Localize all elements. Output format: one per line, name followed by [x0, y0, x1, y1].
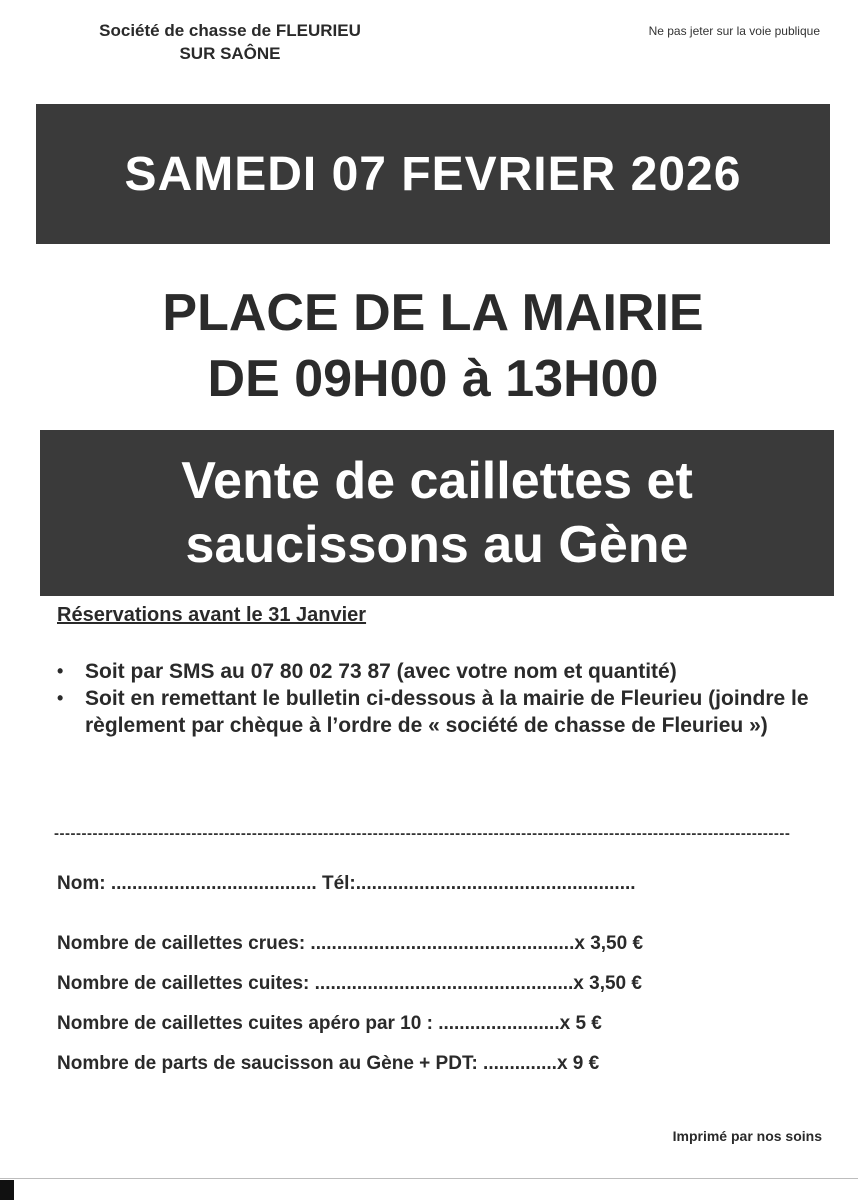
- event-hours: DE 09H00 à 13H00: [207, 350, 659, 408]
- sale-banner: [40, 430, 834, 596]
- contact-field[interactable]: Nom: ....................................... Tél:.....................................................: [57, 873, 636, 894]
- organizer-line-1: Société de chasse de FLEURIEU: [99, 21, 361, 40]
- reservation-options: [57, 658, 827, 739]
- list-item: [57, 658, 827, 685]
- disposal-notice: Ne pas jeter sur la voie publique: [648, 24, 820, 38]
- event-place: PLACE DE LA MAIRIE: [162, 284, 704, 342]
- page-edge-line: [0, 1178, 858, 1179]
- location-and-hours: [36, 280, 830, 412]
- sale-title-line-2: saucissons au Gène: [185, 516, 689, 574]
- order-line-aperitif-caillettes[interactable]: Nombre de caillettes cuites apéro par 10 : .......................x 5 €: [57, 1013, 602, 1034]
- organizer-name: [40, 19, 420, 65]
- bullet-icon: •: [57, 661, 64, 681]
- list-item: [57, 685, 827, 739]
- order-line-cooked-caillettes[interactable]: Nombre de caillettes cuites: .................................................x 3,50 €: [57, 973, 642, 994]
- printed-by-note: Imprimé par nos soins: [672, 1128, 822, 1144]
- cut-line: --------------------------------------------------------------------------------------------------------------------------------------: [54, 825, 791, 841]
- sale-title-line-1: Vente de caillettes et: [181, 452, 693, 510]
- event-date: SAMEDI 07 FEVRIER 2026: [124, 147, 742, 201]
- reservation-option-bulletin: Soit en remettant le bulletin ci-dessous à la mairie de Fleurieu (joindre le règlement par chèque à l’ordre de « société de chasse de Fleurieu »): [85, 687, 809, 737]
- reservation-option-sms: Soit par SMS au 07 80 02 73 87 (avec votre nom et quantité): [85, 660, 677, 683]
- date-banner: [36, 104, 830, 244]
- order-line-saucisson[interactable]: Nombre de parts de saucisson au Gène + PDT: ..............x 9 €: [57, 1053, 600, 1074]
- bullet-icon: •: [57, 688, 64, 708]
- order-line-raw-caillettes[interactable]: Nombre de caillettes crues: ..................................................x 3,50 €: [57, 933, 644, 954]
- organizer-line-2: SUR SAÔNE: [179, 44, 281, 63]
- reservation-title: Réservations avant le 31 Janvier: [57, 604, 367, 626]
- scan-corner-mark: [0, 1180, 14, 1200]
